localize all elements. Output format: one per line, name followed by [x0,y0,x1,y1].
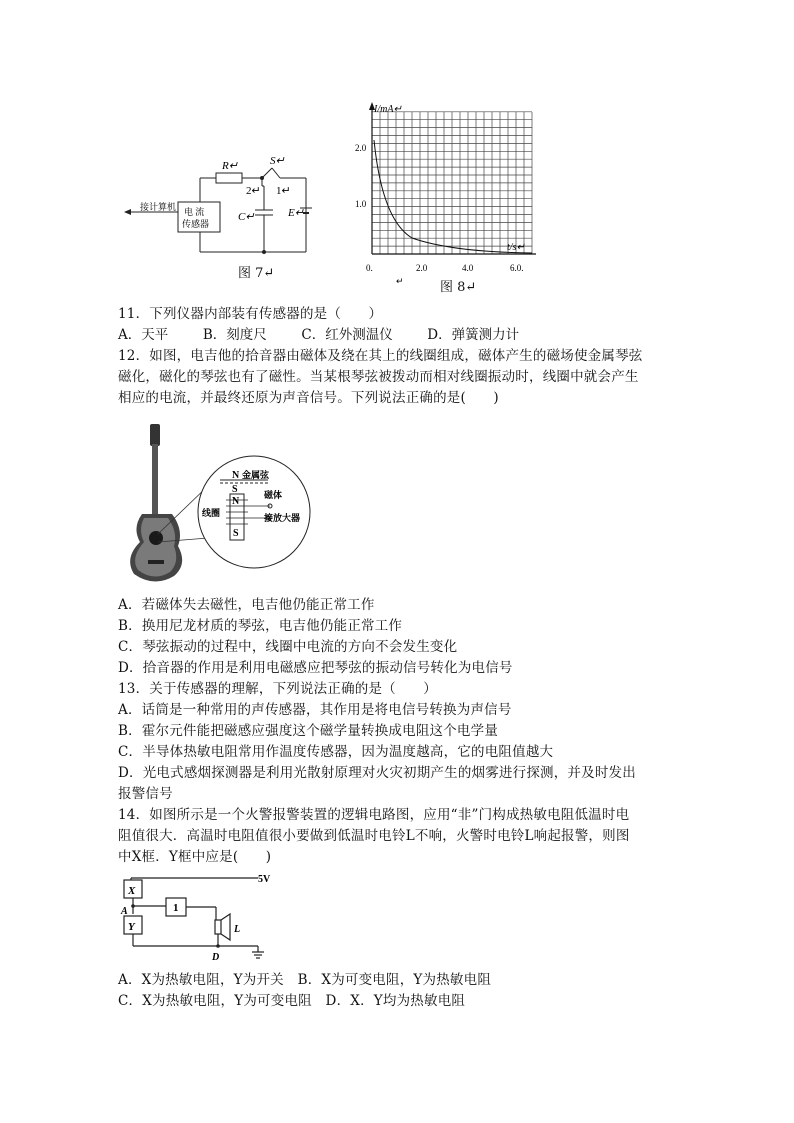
q14-stem-line-1: 14．如图所示是一个火警报警装置的逻辑电路图，应用“非”门构成热敏电阻低温时电 [118,807,630,823]
q13-stem: 13．关于传感器的理解，下列说法正确的是（ ） [118,681,437,697]
guitar-illustration [130,424,182,582]
label-r: R↵ [222,160,238,172]
q12-stem-line-2: 磁化，磁化的琴弦也有了磁性。当某根琴弦被拨动而相对线圈振动时，线圈中就会产生 [118,369,639,385]
figure-8-caption: 图 8↵ [440,280,477,295]
label-not-gate: 1 [173,902,179,914]
figure-7-circuit [120,150,320,280]
q13-option-c: C．半导体热敏电阻常用作温度传感器，因为温度越高，它的电阻值越大 [118,744,554,760]
q13-option-d-cont: 报警信号 [118,786,173,802]
label-5v: 5V [258,874,271,885]
label-coil: 线圈 [202,508,221,518]
q12-option-c: C．琴弦振动的过程中，线圈中电流的方向不会发生变化 [118,639,458,655]
q14-stem-line-2: 阻值很大．高温时电阻值很小要做到低温时电铃L不响，火警时电铃L响起报警，则图 [118,828,630,844]
q12-option-a: A．若磁体失去磁性，电吉他仍能正常工作 [118,597,375,613]
y-axis-label: I/mA↵ [374,104,402,115]
q11-option-a: A．天平 [118,327,169,343]
q11-option-d: D．弹簧测力计 [427,327,520,343]
sensor-label-2: 传感器 [182,219,210,229]
label-2: 2↵ [246,185,261,197]
x-tick-2: 2.0 [416,263,428,273]
y-tick-1: 1.0 [355,199,367,209]
q13-option-b: B．霍尔元件能把磁感应强度这个磁学量转换成电阻这个电学量 [118,723,499,739]
figure-7-caption: 图 7↵ [238,266,275,281]
label-a: A [121,906,128,917]
q13-option-a: A．话筒是一种常用的声传感器，其作用是将电信号转换为声信号 [118,702,512,718]
figure-8-graph [352,100,552,290]
label-metal-string: 金属弦 [242,470,270,480]
label-n-mid: N [232,496,240,507]
x-tick-6: 6.0. [510,263,524,273]
label-s-mid: S [232,484,238,495]
label-e: E↵ [288,207,304,219]
sensor-label-1: 电 流 [184,207,205,217]
q11-options [118,325,519,345]
label-c: C↵ [238,211,255,223]
x-tick-4: 4.0 [462,263,474,273]
fire-alarm-logic-circuit [118,868,278,968]
q11-stem: 11．下列仪器内部装有传感器的是（ ） [118,306,383,322]
q12-stem-line-1: 12．如图，电吉他的拾音器由磁体及绕在其上的线圈组成，磁体产生的磁场使金属琴弦 [118,348,643,364]
q14-stem-line-3: 中X框．Y框中应是( ) [118,849,272,865]
computer-label: 接计算机 [140,202,177,212]
q12-option-b: B．换用尼龙材质的琴弦，电吉他仍能正常工作 [118,618,403,634]
resistor-r [216,173,242,183]
stray-mark: ↵ [396,276,404,286]
label-n-top: N [232,470,240,481]
q13-option-d: D．光电式感烟探测器是利用光散射原理对火灾初期产生的烟雾进行探测，并及时发出 [118,765,636,781]
x-tick-0: 0. [366,263,373,273]
q11-option-c: C．红外测温仪 [301,327,393,343]
label-1: 1↵ [276,185,291,197]
guitar-pickup-figure [118,418,318,588]
label-s: S↵ [270,155,285,167]
q11-option-b: B．刻度尺 [202,327,267,343]
q12-option-d: D．拾音器的作用是利用电磁感应把琴弦的振动信号转化为电信号 [118,660,513,676]
label-y: Y [128,921,135,933]
label-d: D [212,952,220,963]
label-magnet: 磁体 [264,490,283,500]
q14-options-line-1: A．X为热敏电阻，Y为开关 B．X为可变电阻，Y为热敏电阻 [118,972,492,988]
x-axis-label: t/s↵ [507,242,525,253]
q14-options-line-2: C．X为热敏电阻，Y为可变电阻 D．X．Y均为热敏电阻 [118,993,466,1009]
label-l: L [234,924,241,935]
y-tick-2: 2.0 [355,143,367,153]
label-x: X [128,885,136,897]
label-s-bottom: S [233,528,239,539]
q12-stem-line-3: 相应的电流，并最终还原为声音信号。下列说法正确的是( ) [118,390,499,406]
label-amplifier: 接放大器 [264,513,301,523]
